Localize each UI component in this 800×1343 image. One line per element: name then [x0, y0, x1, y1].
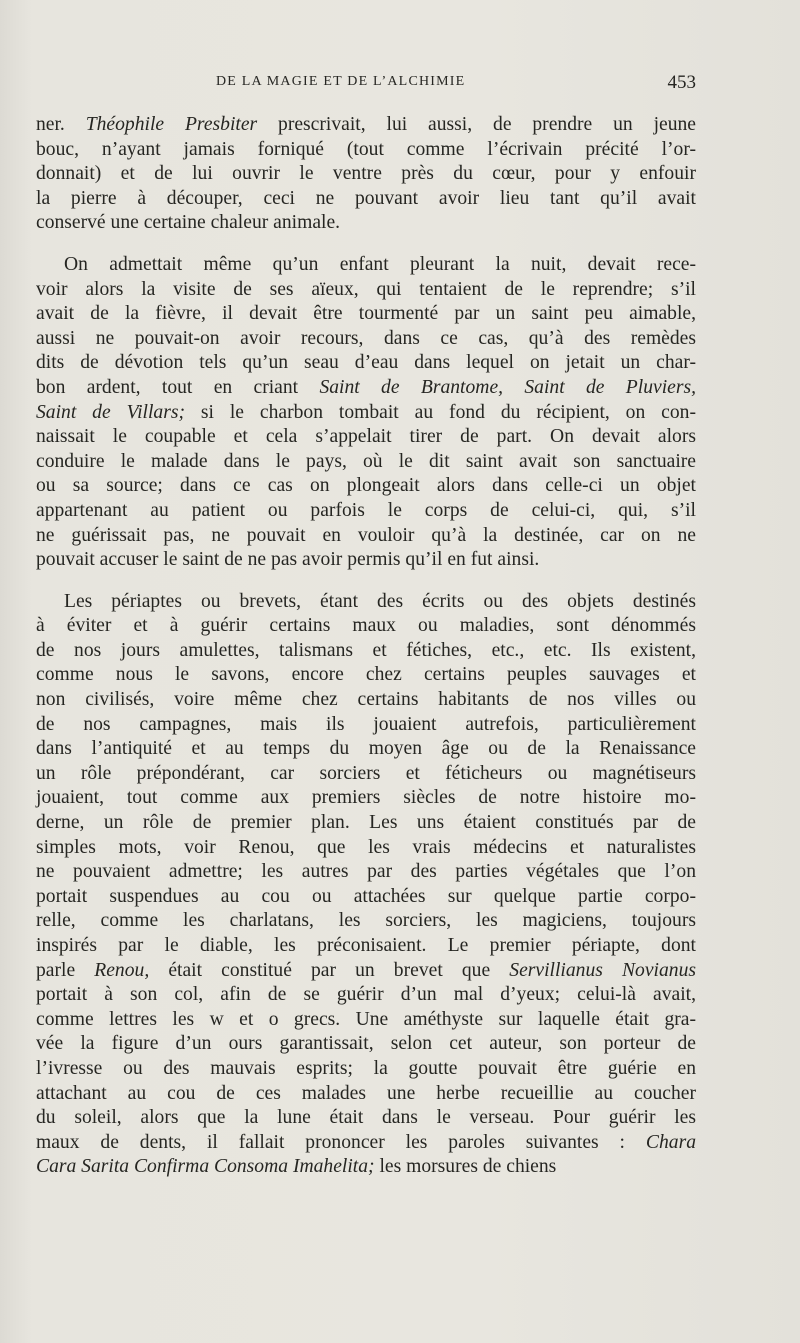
text-line: [36, 1032, 696, 1057]
text-run: ou sa source; dans ce cas on plongeait alors dans celle-ci un objet: [36, 475, 696, 497]
text-line: [36, 499, 696, 524]
text-run: les morsures de chiens: [374, 1156, 557, 1178]
italic-text: Saint de Villars;: [36, 401, 185, 423]
text-line: [36, 524, 696, 549]
text-run: dans l’antiquité et au temps du moyen âge ou de la Renaissance: [36, 738, 696, 760]
text-run: la pierre à découper, ceci ne pouvant avoir lieu tant qu’il avait: [36, 187, 696, 209]
text-run: était constitué par un brevet que: [149, 959, 510, 981]
text-line: [36, 811, 696, 836]
text-run: voir alors la visite de ses aïeux, qui tentaient de le reprendre; s’il: [36, 278, 696, 300]
italic-text: Saint de Brantome, Saint de Pluviers,: [319, 376, 696, 398]
text-line: [36, 614, 696, 639]
text-line: [36, 376, 696, 401]
running-head: [36, 72, 696, 98]
text-run: parle: [36, 959, 95, 981]
text-run: comme nous le savons, encore chez certains peuples sauvages et: [36, 664, 696, 686]
text-line: [36, 211, 696, 236]
text-line: [36, 688, 696, 713]
italic-text: Renou,: [94, 959, 150, 981]
text-run: comme lettres les w et o grecs. Une améthyste sur laquelle était gra-: [36, 1008, 696, 1030]
text-run: conduire le malade dans le pays, où le dit saint avait son sanctuaire: [36, 450, 696, 472]
text-run: attachant au cou de ces malades une herbe recueillie au coucher: [36, 1082, 696, 1104]
text-line: [36, 425, 696, 450]
text-line: [36, 450, 696, 475]
text-line: [36, 713, 696, 738]
text-run: appartenant au patient ou parfois le corps de celui-ci, qui, s’il: [36, 499, 696, 521]
paragraph: [36, 253, 696, 573]
text-run: conservé une certaine chaleur animale.: [36, 212, 341, 234]
text-line: [36, 138, 696, 163]
text-line: [36, 1131, 696, 1156]
text-line: [36, 278, 696, 303]
text-run: de nos campagnes, mais ils jouaient autrefois, particulièrement: [36, 713, 696, 735]
text-line: [36, 1155, 696, 1180]
text-run: On admettait même qu’un enfant pleurant la nuit, devait rece-: [64, 253, 696, 275]
text-line: [36, 1082, 696, 1107]
italic-text: Théophile Presbiter: [85, 114, 258, 135]
text-line: [36, 1106, 696, 1131]
text-run: un rôle prépondérant, car sorciers et féticheurs ou magnétiseurs: [36, 762, 696, 784]
paragraph: [36, 590, 696, 1180]
text-line: [36, 187, 696, 212]
text-run: l’ivresse ou des mauvais esprits; la goutte pouvait être guérie en: [36, 1057, 696, 1079]
text-line: [36, 934, 696, 959]
text-run: si le charbon tombait au fond du récipient, on con-: [184, 401, 696, 423]
text-run: simples mots, voir Renou, que les vrais médecins et naturalistes: [36, 836, 696, 858]
text-run: à éviter et à guérir certains maux ou maladies, sont dénommés: [36, 615, 696, 637]
text-run: non civilisés, voire même chez certains habitants de nos villes ou: [36, 689, 696, 711]
text-run: maux de dents, il fallait prononcer les paroles suivantes :: [36, 1131, 646, 1153]
text-run: vée la figure d’un ours garantissait, selon cet auteur, son porteur de: [36, 1033, 696, 1055]
text-run: portait à son col, afin de se guérir d’un mal d’yeux; celui-là avait,: [36, 984, 696, 1006]
text-line: [36, 302, 696, 327]
text-run: ne guérissait pas, ne pouvait en vouloir qu’à la destinée, car on ne: [36, 524, 696, 546]
text-line: [36, 909, 696, 934]
text-line: [36, 113, 696, 138]
text-run: naissait le coupable et cela s’appelait tirer de part. On devait alors: [36, 426, 696, 448]
text-line: [36, 351, 696, 376]
text-run: inspirés par le diable, les préconisaient. Le premier périapte, dont: [36, 935, 696, 956]
text-run: ner.: [36, 114, 86, 135]
text-run: donnait) et de lui ouvrir le ventre près du cœur, pour y enfouir: [36, 163, 696, 185]
paragraph: [36, 113, 696, 236]
italic-text: Servillianus Novianus: [509, 959, 696, 981]
text-run: derne, un rôle de premier plan. Les uns étaient constitués par de: [36, 812, 696, 834]
text-line: [36, 1057, 696, 1082]
text-line: [36, 737, 696, 762]
text-run: portait suspendues au cou ou attachées sur quelque partie corpo-: [36, 885, 696, 907]
text-line: [36, 639, 696, 664]
text-run: bouc, n’ayant jamais forniqué (tout comme l’écrivain précité l’or-: [36, 138, 696, 160]
text-run: de nos jours amulettes, talismans et fétiches, etc., etc. Ils existent,: [36, 639, 696, 661]
text-line: [36, 762, 696, 787]
italic-text: Cara Sarita Confirma Consoma Imahelita;: [36, 1156, 375, 1178]
text-line: [36, 983, 696, 1008]
text-line: [36, 548, 696, 573]
text-line: [36, 959, 696, 984]
text-run: relle, comme les charlatans, les sorciers, les magiciens, toujours: [36, 910, 696, 932]
text-run: aussi ne pouvait-on avoir recours, dans ce cas, qu’à des remèdes: [36, 327, 696, 349]
text-run: avait de la fièvre, il devait être tourmenté par un saint peu aimable,: [36, 303, 696, 325]
text-run: ne pouvaient admettre; les autres par des parties végétales que l’on: [36, 861, 696, 883]
italic-text: Chara: [645, 1131, 696, 1153]
body-text: [36, 113, 696, 1180]
text-line: [36, 786, 696, 811]
text-run: prescrivait, lui aussi, de prendre un jeune: [257, 114, 696, 135]
text-line: [36, 253, 696, 278]
text-line: [36, 885, 696, 910]
text-line: [36, 663, 696, 688]
text-line: [36, 401, 696, 426]
running-title: DE LA MAGIE ET DE L’ALCHIMIE: [216, 74, 466, 89]
text-line: [36, 590, 696, 615]
text-run: pouvait accuser le saint de ne pas avoir permis qu’il en fut ainsi.: [36, 549, 540, 571]
text-run: jouaient, tout comme aux premiers siècles de notre histoire mo-: [36, 787, 696, 809]
text-line: [36, 162, 696, 187]
text-line: [36, 836, 696, 861]
text-run: Les périaptes ou brevets, étant des écrits ou des objets destinés: [64, 590, 696, 612]
text-line: [36, 1008, 696, 1033]
text-line: [36, 860, 696, 885]
text-run: dits de dévotion tels qu’un seau d’eau dans lequel on jetait un char-: [36, 352, 696, 374]
text-run: du soleil, alors que la lune était dans le verseau. Pour guérir les: [36, 1107, 696, 1129]
text-line: [36, 474, 696, 499]
page-number: 453: [667, 72, 696, 93]
text-run: bon ardent, tout en criant: [36, 376, 320, 398]
text-line: [36, 327, 696, 352]
